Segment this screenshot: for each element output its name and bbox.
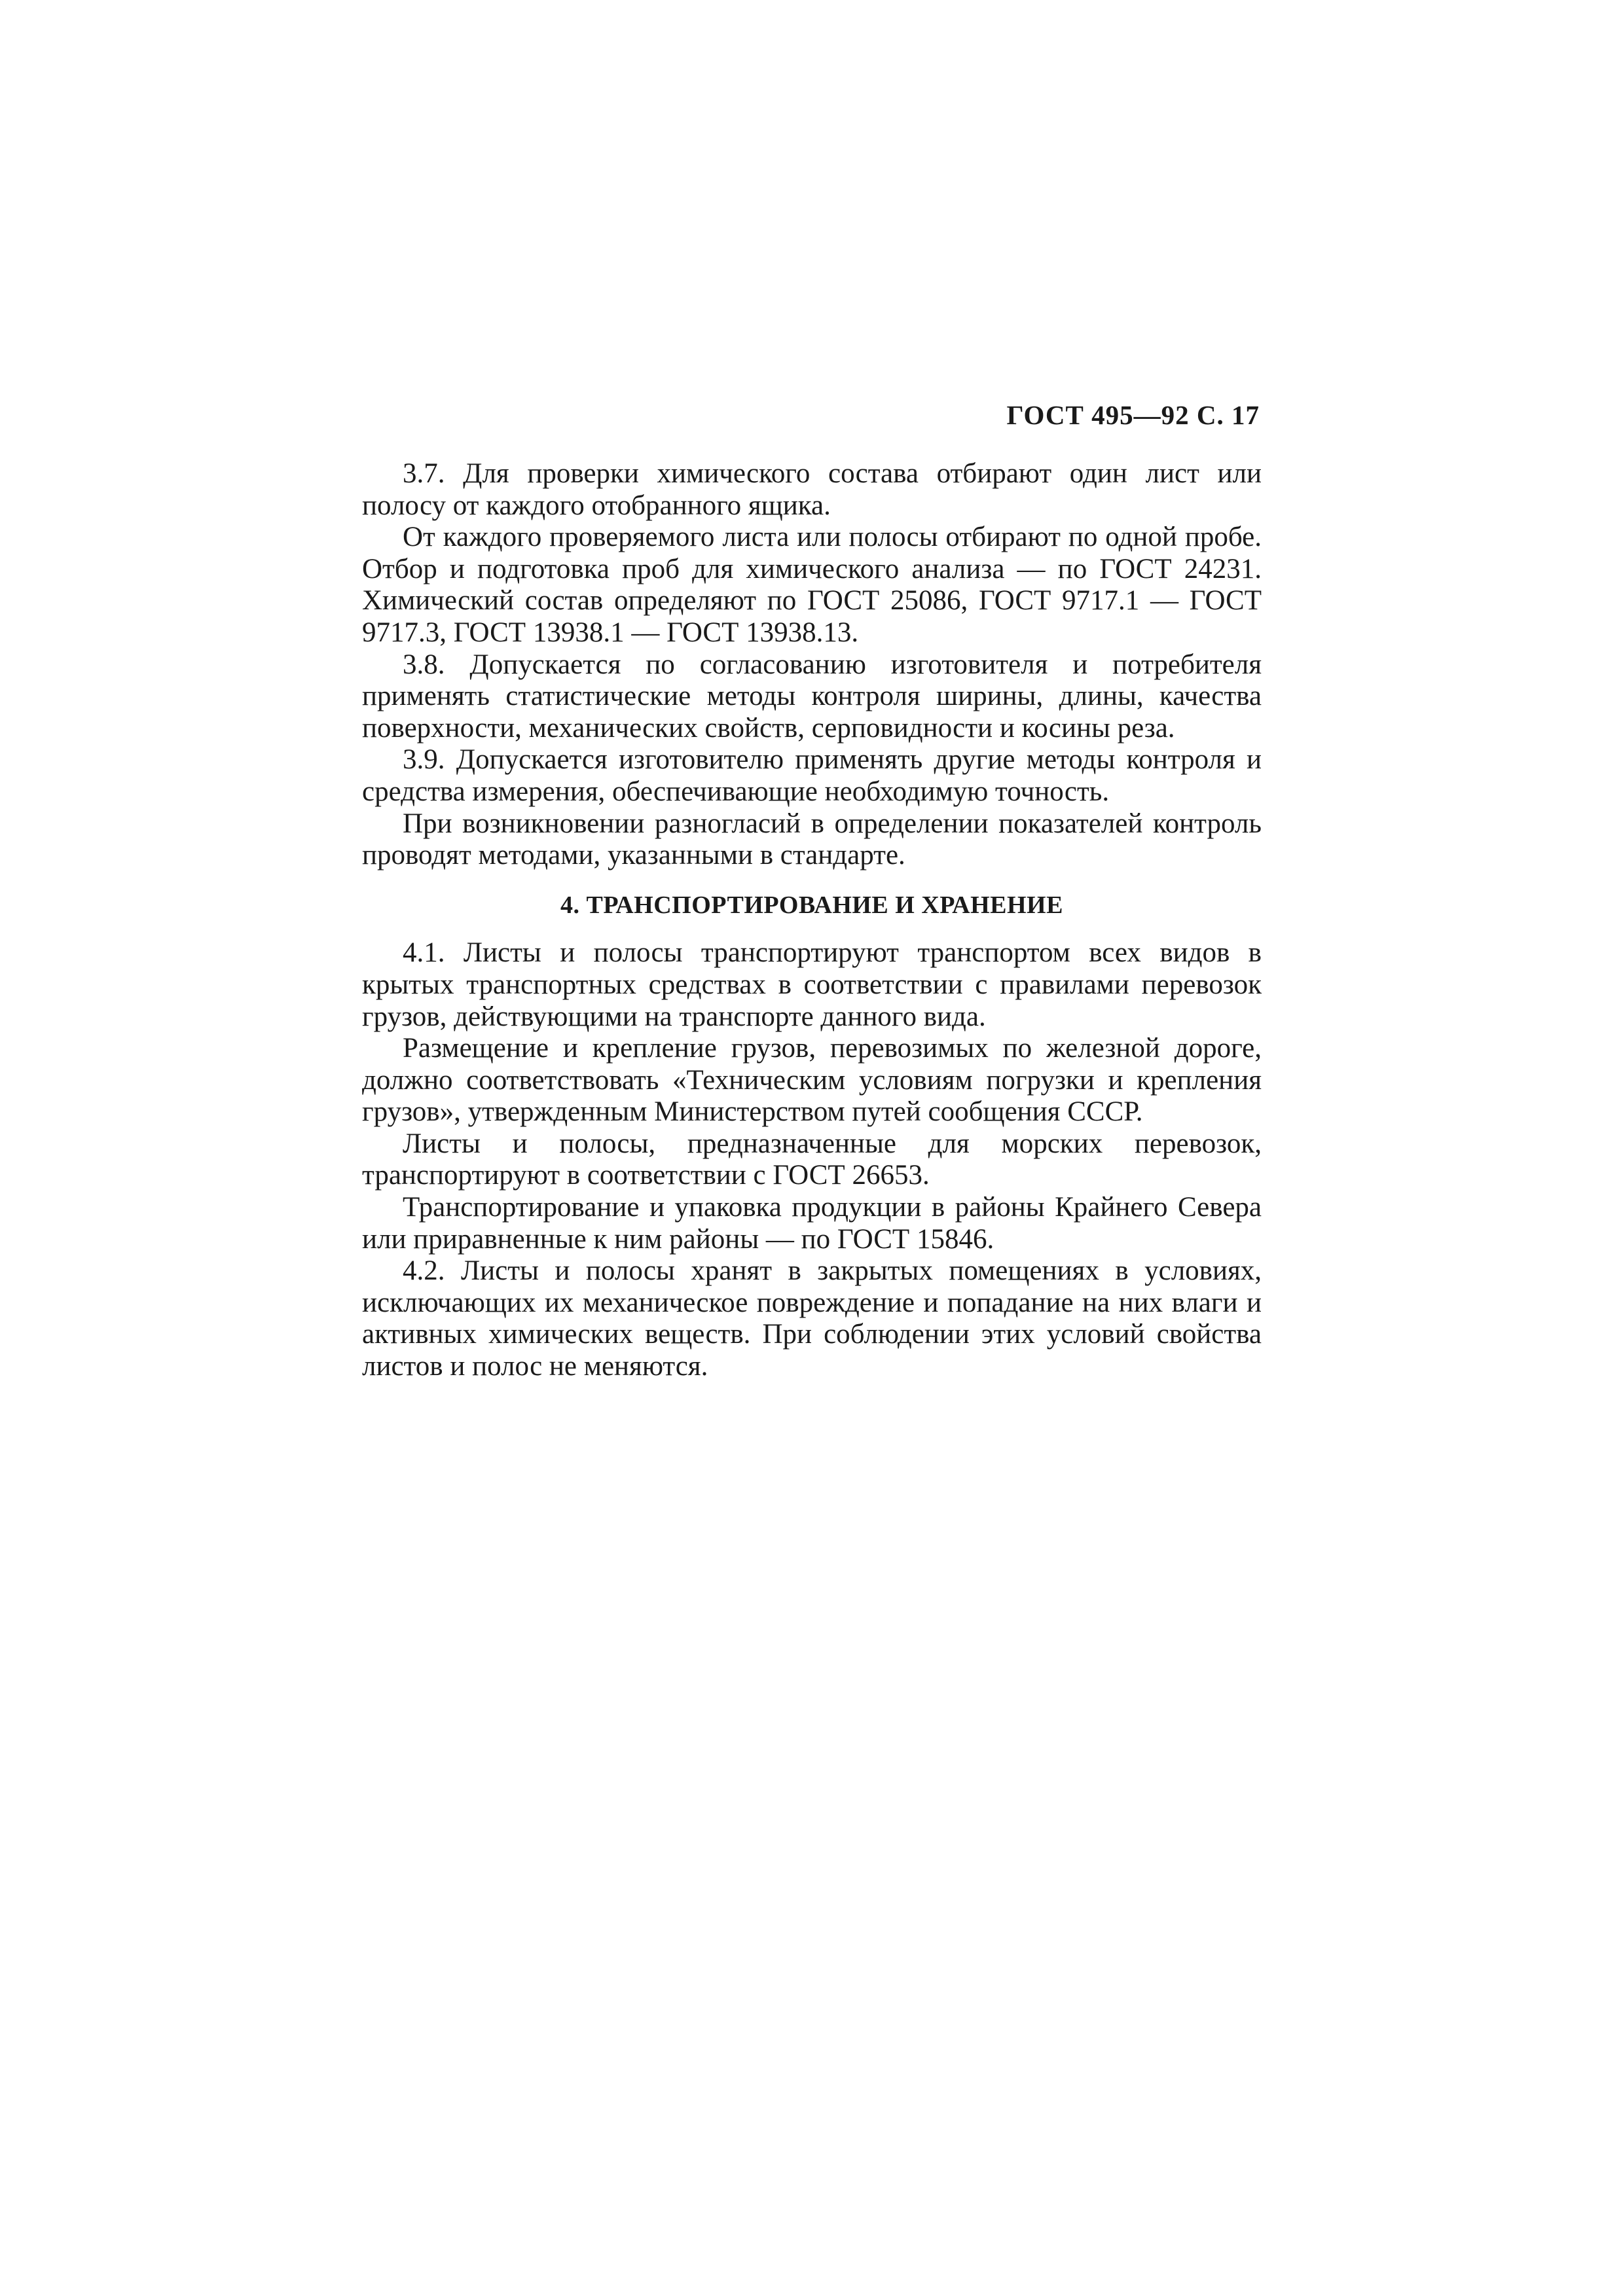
paragraph-4-2: 4.2. Листы и полосы хранят в закрытых помещениях в условиях, исключающих их механическое повреждение и попадание на них влаги и активных химических веществ. При соблюдении этих условий свойства листов и полос не меняются. [362, 1255, 1262, 1382]
document-body [362, 458, 1262, 1383]
paragraph-4-1: 4.1. Листы и полосы транспортируют транспортом всех видов в крытых транспортных средствах в соответствии с правилами перевозок грузов, действующими на транспорте данного вида. [362, 937, 1262, 1032]
paragraph-3-7: 3.7. Для проверки химического состава отбирают один лист или полосу от каждого отобранного ящика. [362, 458, 1262, 521]
paragraph-4-1-railway: Размещение и крепление грузов, перевозимых по железной дороге, должно соответствовать «Техническим условиям погрузки и крепления грузов», утвержденным Министерством путей сообщения СССР. [362, 1033, 1262, 1128]
paragraph-3-9-disputes: При возникновении разногласий в определении показателей контроль проводят методами, указанными в стандарте. [362, 808, 1262, 871]
page-header: ГОСТ 495—92 С. 17 [1006, 400, 1260, 430]
paragraph-4-1-north: Транспортирование и упаковка продукции в районы Крайнего Севера или приравненные к ним районы — по ГОСТ 15846. [362, 1192, 1262, 1255]
paragraph-4-1-sea: Листы и полосы, предназначенные для морских перевозок, транспортируют в соответствии с ГОСТ 26653. [362, 1128, 1262, 1191]
paragraph-3-9: 3.9. Допускается изготовителю применять другие методы контроля и средства измерения, обеспечивающие необходимую точность. [362, 744, 1262, 807]
section-title-transport-storage: 4. ТРАНСПОРТИРОВАНИЕ И ХРАНЕНИЕ [560, 891, 1063, 919]
paragraph-3-7-sampling: От каждого проверяемого листа или полосы отбирают по одной пробе. Отбор и подготовка проб для химического анализа — по ГОСТ 24231. Химический состав определяют по ГОСТ 25086, ГОСТ 9717.1 — ГОСТ 9717.3, ГОСТ 13938.1 — ГОСТ 13938.13. [362, 522, 1262, 648]
paragraph-3-8: 3.8. Допускается по согласованию изготовителя и потребителя применять статистические методы контроля ширины, длины, качества поверхности, механических свойств, серповидности и косины реза. [362, 649, 1262, 744]
